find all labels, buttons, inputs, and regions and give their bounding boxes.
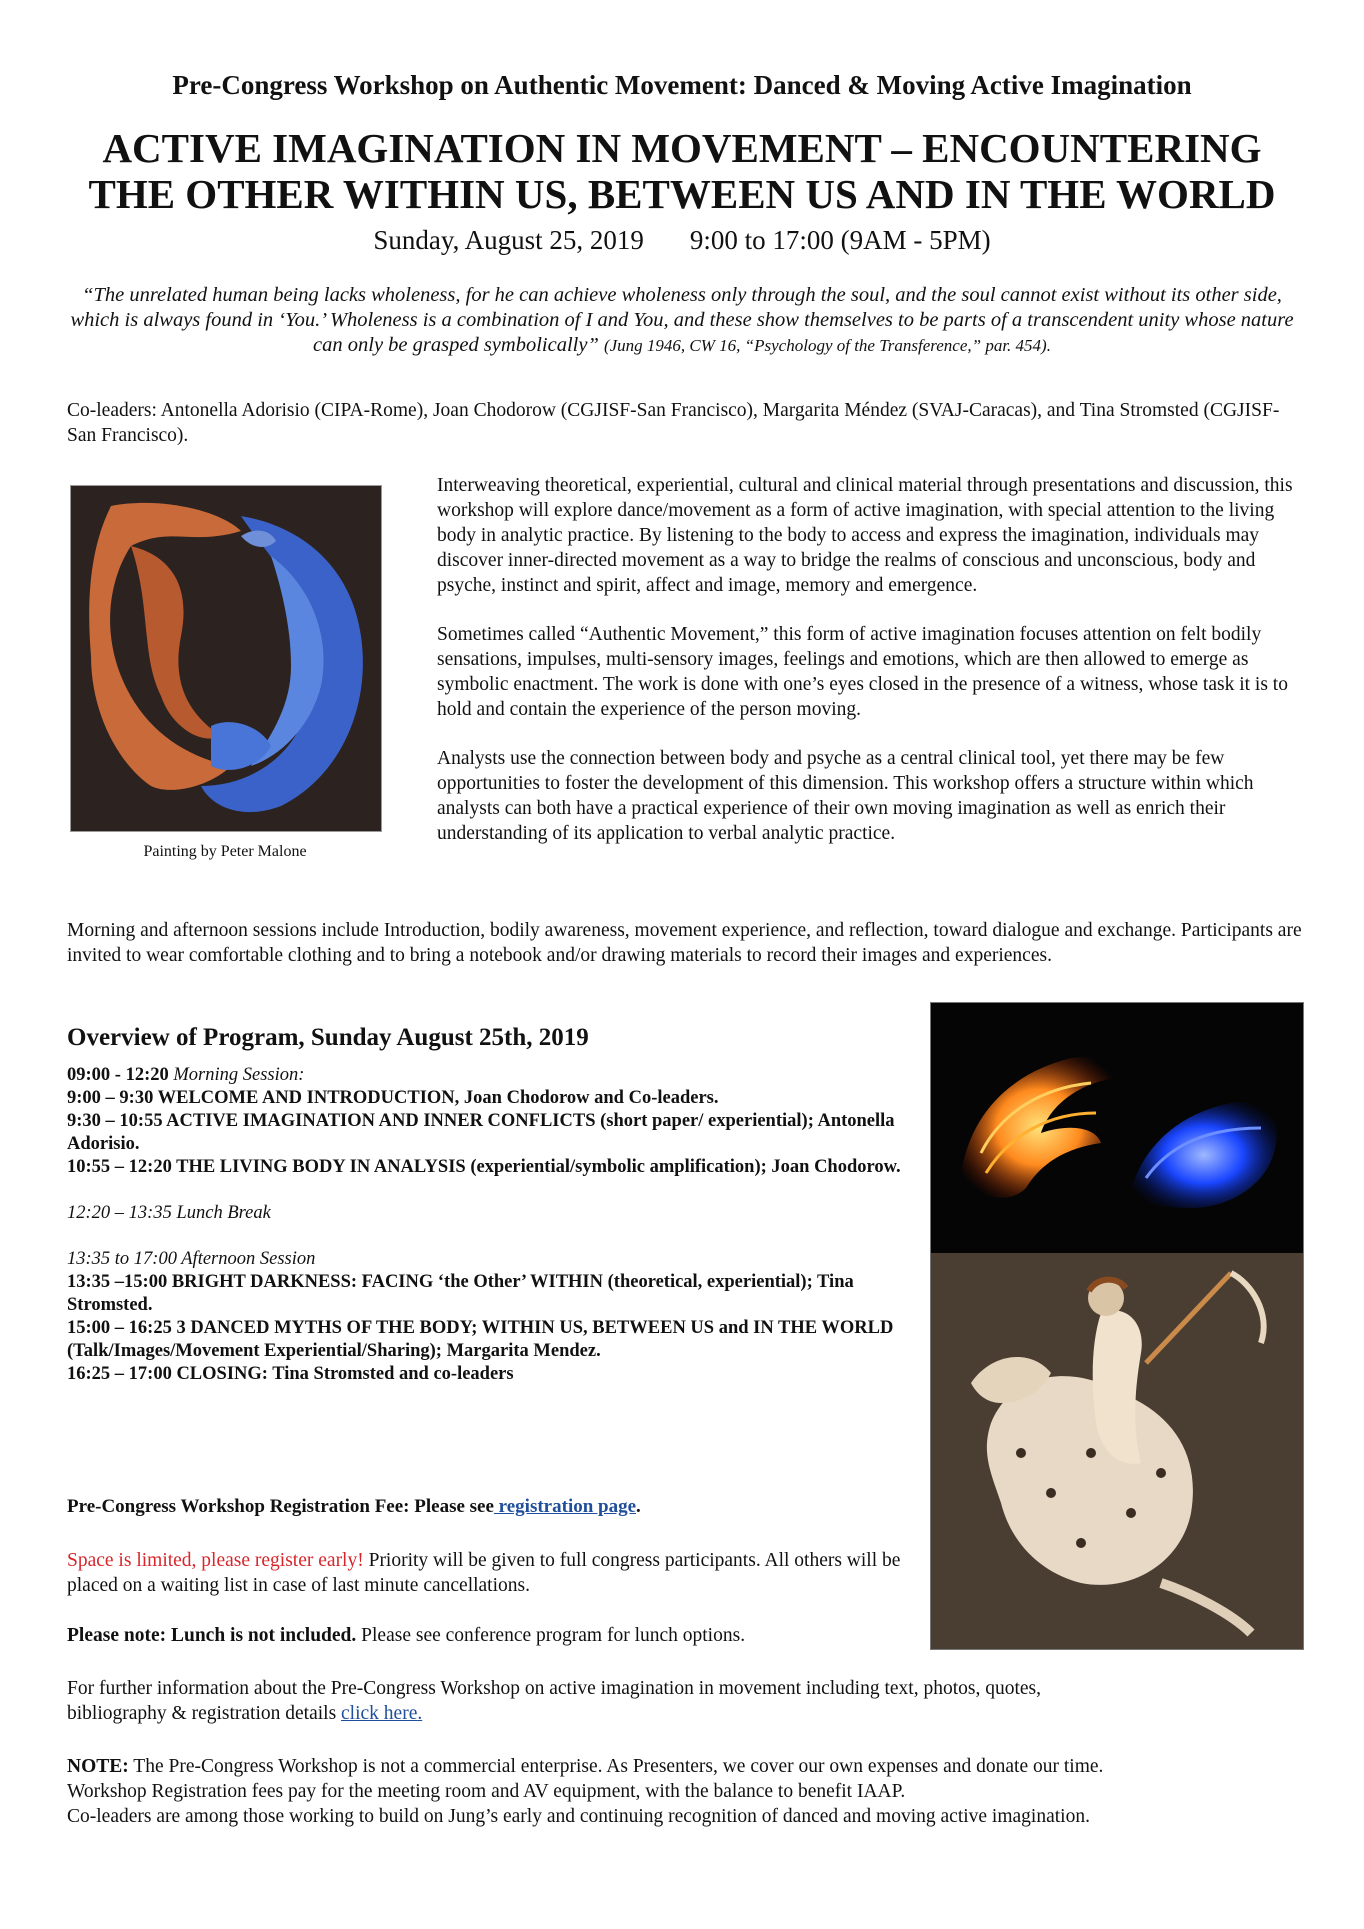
intro-section — [437, 473, 1297, 870]
sessions-text: Morning and afternoon sessions include Introduction, bodily awareness, movement experience, and reflection, toward dialogue and exchange. Participants are invited to wear comfortable clothing and to bring a notebook and/or drawing materials to record their images and experiences. — [67, 920, 1302, 966]
click-here-link[interactable]: click here. — [341, 1703, 423, 1724]
registration-suffix: . — [636, 1496, 641, 1517]
registration-label: Pre-Congress Workshop Registration Fee: Please see — [67, 1496, 494, 1517]
lunch-note-text: Please see conference program for lunch options. — [356, 1625, 746, 1646]
quote-citation: (Jung 1946, CW 16, “Psychology of the Transference,” par. 454). — [603, 336, 1051, 355]
schedule-item-6: 16:25 – 17:00 CLOSING: Tina Stromsted and co-leaders — [67, 1364, 514, 1384]
mosaic-rider-icon — [931, 1253, 1303, 1649]
event-date: Sunday, August 25, 2019 — [373, 225, 644, 255]
note-line-3: Co-leaders are among those working to build on Jung’s early and continuing recognition of danced and moving active imagination. — [67, 1806, 1090, 1827]
event-time: 9:00 to 17:00 (9AM - 5PM) — [689, 225, 991, 255]
program-schedule — [67, 1064, 907, 1386]
title-line-1: ACTIVE IMAGINATION IN MOVEMENT – ENCOUNTERING — [102, 125, 1262, 171]
space-limited-text — [67, 1548, 927, 1598]
space-limited-alert: Space is limited, please register early! — [67, 1550, 364, 1571]
afternoon-session: 13:35 to 17:00 Afternoon Session — [67, 1249, 316, 1269]
further-info-text: For further information about the Pre-Congress Workshop on active imagination in movement including text, photos, quotes, bibliography & registration details — [67, 1678, 1041, 1724]
morning-session-row — [67, 1064, 907, 1087]
coleaders-text: Co-leaders: Antonella Adorisio (CIPA-Rome), Joan Chodorow (CGJISF-San Francisco), Margarita Méndez (SVAJ-Caracas), and Tina Stromsted (CGJISF-San Francisco). — [67, 400, 1280, 446]
schedule-item-1: 9:00 – 9:30 WELCOME AND INTRODUCTION, Joan Chodorow and Co-leaders. — [67, 1088, 719, 1108]
intro-paragraph-3: Analysts use the connection between body and psyche as a central clinical tool, yet there may be few opportunities to foster the development of this dimension. This workshop offers a structure within which analysts can both have a practical experience of their own moving imagination as well as enrich their understanding of its application to verbal analytic practice. — [437, 748, 1254, 844]
fire-and-ice-wings-icon — [931, 1003, 1303, 1253]
note-line-2: Workshop Registration fees pay for the meeting room and AV equipment, with the balance to benefit IAAP. — [67, 1781, 906, 1802]
priority-text: Priority will be given to full congress participants. All others will be placed on a waiting list in case of last minute cancellations. — [67, 1550, 901, 1596]
morning-label: Morning Session: — [173, 1065, 305, 1085]
lunch-note — [67, 1625, 745, 1647]
registration-fee — [67, 1496, 641, 1518]
further-info — [67, 1676, 1047, 1726]
quote-text: “The unrelated human being lacks wholeness, for he can achieve wholeness only through the soul, and the soul cannot exist without its other side, which is always found in ‘You.’ Wholeness is a combination of I and You, and these show themselves to be parts of a transcendent unity whose nature can only be grasped symbolically” — [70, 284, 1294, 356]
overview-heading: Overview of Program, Sunday August 25th, 2019 — [67, 1024, 589, 1051]
morning-time: 09:00 - 12:20 — [67, 1065, 169, 1085]
workshop-subtitle: Pre-Congress Workshop on Authentic Movement: Danced & Moving Active Imagination — [172, 70, 1192, 100]
painting-image — [70, 485, 382, 832]
note-label: NOTE: — [67, 1756, 129, 1777]
lunch-break: 12:20 – 13:35 Lunch Break — [67, 1203, 271, 1223]
title-line-2: THE OTHER WITHIN US, BETWEEN US AND IN THE WORLD — [88, 171, 1276, 217]
schedule-item-3: 10:55 – 12:20 THE LIVING BODY IN ANALYSIS (experiential/symbolic amplification); Joan Chodorow. — [67, 1157, 901, 1177]
schedule-item-2: 9:30 – 10:55 ACTIVE IMAGINATION AND INNER CONFLICTS (short paper/ experiential); Antonella Adorisio. — [67, 1111, 895, 1154]
note-section — [67, 1754, 1307, 1829]
note-line-1: The Pre-Congress Workshop is not a commercial enterprise. As Presenters, we cover our own expenses and donate our time. — [128, 1756, 1104, 1777]
jung-quote — [70, 283, 1294, 358]
registration-page-link[interactable]: registration page — [493, 1496, 637, 1517]
lunch-note-bold: Please note: Lunch is not included. — [67, 1625, 357, 1646]
painting-caption: Painting by Peter Malone — [143, 843, 307, 860]
schedule-item-4: 13:35 –15:00 BRIGHT DARKNESS: FACING ‘the Other’ WITHIN (theoretical, experiential); Tina Stromsted. — [67, 1272, 854, 1315]
painting-figures-icon — [71, 486, 381, 831]
schedule-item-5: 15:00 – 16:25 3 DANCED MYTHS OF THE BODY; WITHIN US, BETWEEN US and IN THE WORLD (Talk/Images/Movement Experiential/Sharing); Margarita Mendez. — [67, 1318, 894, 1361]
intro-paragraph-1: Interweaving theoretical, experiential, cultural and clinical material through presentations and discussion, this workshop will explore dance/movement as a form of active imagination, with special attention to the living body in analytic practice. By listening to the body to access and express the imagination, individuals may discover inner-directed movement as a way to bridge the realms of conscious and unconscious, body and psyche, instinct and spirit, affect and image, memory and emergence. — [437, 475, 1293, 596]
image-stack — [930, 1002, 1304, 1650]
date-line — [0, 225, 1364, 256]
intro-paragraph-2: Sometimes called “Authentic Movement,” this form of active imagination focuses attention on felt bodily sensations, impulses, multi-sensory images, feelings and emotions, which are then allowed to emerge as symbolic enactment. The work is done with one’s eyes closed in the presence of a witness, whose task it is to hold and contain the experience of the person moving. — [437, 624, 1288, 720]
page-title — [40, 125, 1324, 217]
